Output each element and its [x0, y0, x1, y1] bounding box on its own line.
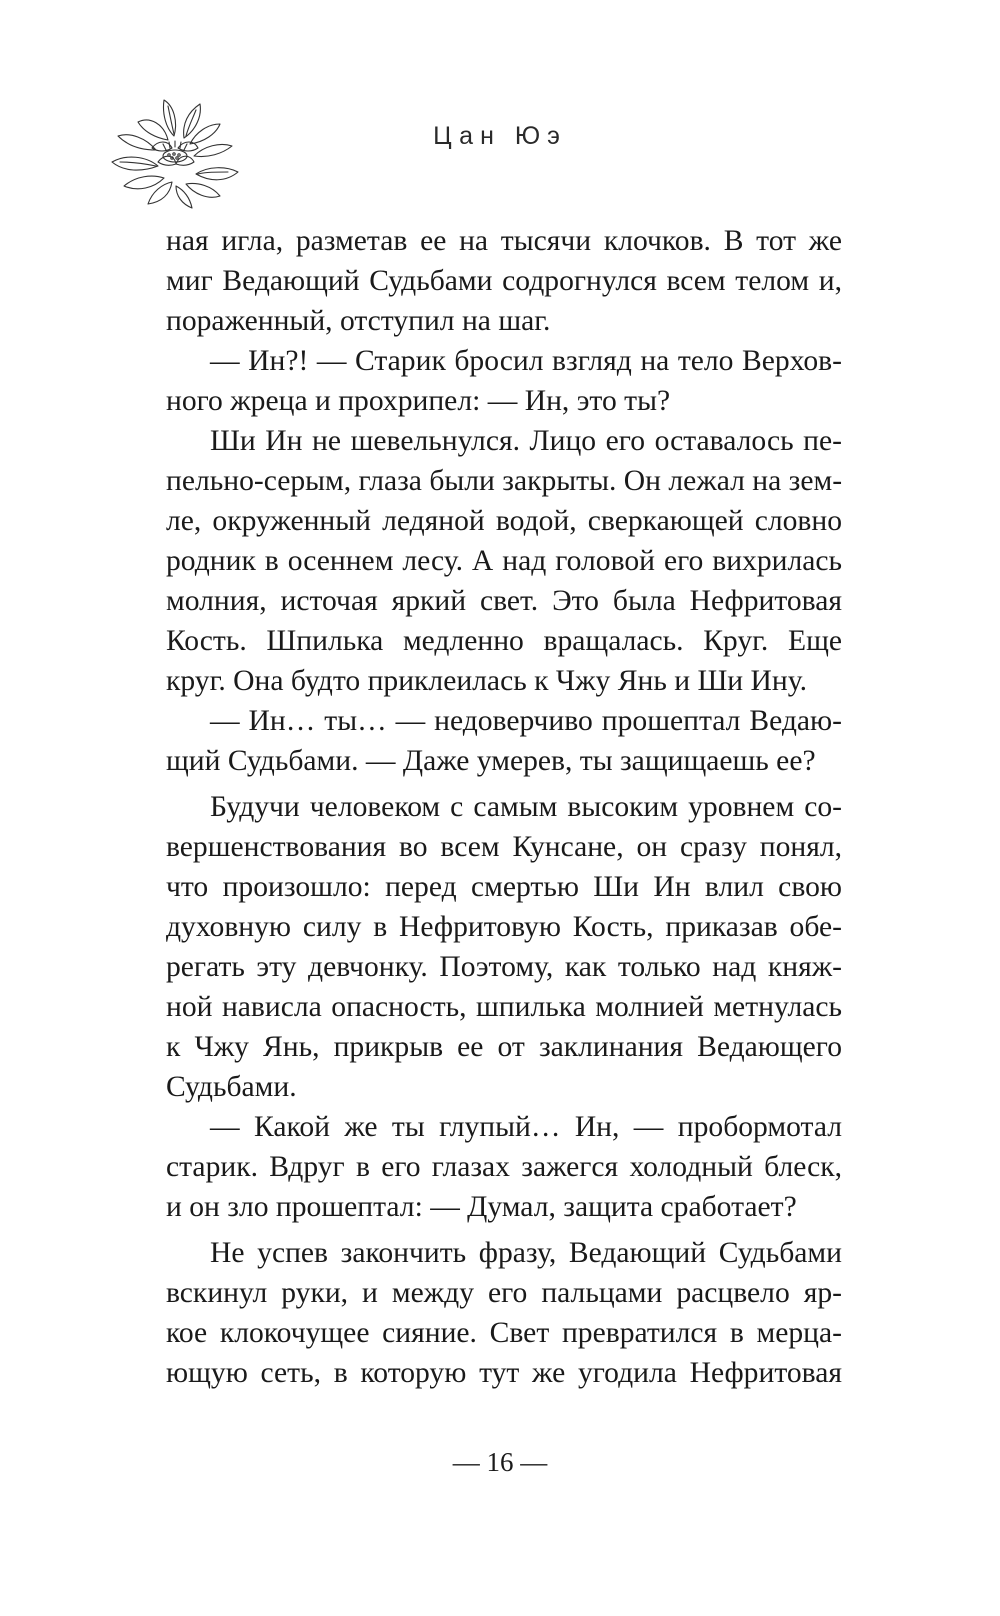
- text-line: пораженный, отступил на шаг.: [166, 305, 551, 337]
- text-line: круг. Она будто приклеилась к Чжу Янь и Ши Ину.: [166, 665, 807, 697]
- text-line: вскинул руки, и между его пальцами расцвело яр-: [166, 1277, 842, 1309]
- text-line: духовную силу в Нефритовую Кость, приказав обе-: [166, 911, 842, 943]
- text-line: — Ин… ты… — недоверчиво прошептал Ведаю-: [210, 705, 842, 737]
- text-line: вершенствования во всем Кунсане, он сразу понял,: [166, 831, 842, 863]
- page-number: — 16 —: [452, 1447, 548, 1477]
- text-line: Ши Ин не шевельнулся. Лицо его оставалось пе-: [210, 425, 842, 457]
- text-line: старик. Вдруг в его глазах зажегся холодный блеск,: [166, 1151, 842, 1183]
- text-line: регать эту девчонку. Поэтому, как только над княж-: [166, 951, 842, 983]
- text-line: и он зло прошептал: — Думал, защита сработает?: [166, 1191, 797, 1223]
- text-line: щий Судьбами. — Даже умерев, ты защищаешь ее?: [166, 745, 816, 777]
- text-line: — Ин?! — Старик бросил взгляд на тело Верхов-: [210, 345, 842, 377]
- text-line: родник в осеннем лесу. А над головой его вихрилась: [166, 545, 842, 577]
- text-line: ной нависла опасность, шпилька молнией метнулась: [166, 991, 842, 1023]
- running-head: Цан Юэ: [433, 122, 567, 150]
- text-line: что произошло: перед смертью Ши Ин влил свою: [166, 871, 842, 903]
- text-line: Не успев закончить фразу, Ведающий Судьбами: [210, 1237, 842, 1269]
- text-line: к Чжу Янь, прикрыв ее от заклинания Ведающего: [166, 1031, 842, 1063]
- text-line: Кость. Шпилька медленно вращалась. Круг. Еще: [166, 625, 842, 657]
- text-line: кое клокочущее сияние. Свет превратился в мерца-: [166, 1317, 842, 1349]
- text-line: миг Ведающий Судьбами содрогнулся всем телом и,: [166, 265, 842, 297]
- text-line: ле, окруженный ледяной водой, сверкающей словно: [166, 505, 842, 537]
- text-line: — Какой же ты глупый… Ин, — пробормотал: [210, 1111, 842, 1143]
- body-text: [166, 221, 842, 1393]
- text-line: ная игла, разметав ее на тысячи клочков. В тот же: [166, 225, 842, 257]
- lotus-flower-icon: [108, 92, 242, 212]
- text-line: Будучи человеком с самым высоким уровнем со-: [210, 791, 842, 823]
- text-line: пельно-серым, глаза были закрыты. Он лежал на зем-: [166, 465, 843, 497]
- text-line: Судьбами.: [166, 1071, 297, 1103]
- text-line: ного жреца и прохрипел: — Ин, это ты?: [166, 385, 671, 417]
- text-line: ющую сеть, в которую тут же угодила Нефритовая: [166, 1357, 842, 1389]
- text-line: молния, источая яркий свет. Это была Нефритовая: [166, 585, 842, 617]
